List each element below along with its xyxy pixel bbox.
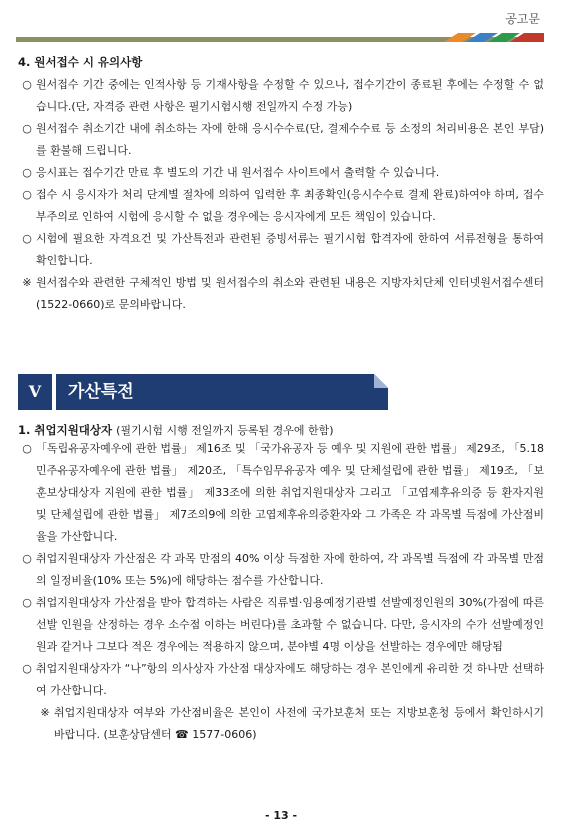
subsection-1-item-text: 취업지원대상자가 “나”항의 의사상자 가산점 대상자에도 해당하는 경우 본인에게 유리한 것 하나만 선택하여 가산합니다. <box>36 662 544 697</box>
section-4-item-text: 접수 시 응시자가 처리 단계별 절차에 의하여 입력한 후 최종확인(응시수수료 결제 완료)하여야 하며, 접수 부주의로 인하여 시험에 응시할 수 없을 경우에는 응시자에게 모든 책임이 있습니다. <box>36 188 544 223</box>
subsection-1-item-text: 「독립유공자예우에 관한 법률」 제16조 및 「국가유공자 등 예우 및 지원에 관한 법률」 제29조, 「5.18민주유공자예우에 관한 법률」 제20조, 「특수임무유공자 예우 및 단체설립에 관한 법률」 제19조, 「보훈보상대상자 지원에 관한 법률」 제33조에 의한 취업지원대상자 그리고 「고엽제후유의증 등 환자지원 및 단체설립에 관한 법률」 제7조의9에 의한 고엽제후유의증환자와 그 가족은 각 과목별 득점에 가산점비율을 가산합니다. <box>36 442 544 543</box>
subsection-1-note-text: 취업지원대상자 여부와 가산점비율은 본인이 사전에 국가보훈처 또는 지방보훈청 등에서 확인하시기 바랍니다. (보훈상담센터 ☎ 1577-0606) <box>54 706 544 741</box>
folded-corner-icon <box>366 374 388 410</box>
section-4-note <box>18 272 544 316</box>
circle-bullet-icon: ○ <box>22 662 32 675</box>
subsection-1-note <box>36 702 544 746</box>
note-mark-icon: ※ <box>40 706 50 719</box>
circle-bullet-icon: ○ <box>22 122 32 135</box>
subsection-1-item <box>18 658 544 702</box>
page-number: - 13 - <box>264 809 298 822</box>
chapter-heading <box>18 374 388 410</box>
subsection-1-item-text: 취업지원대상자 가산점은 각 과목 만점의 40% 이상 득점한 자에 한하여, 각 과목별 득점에 각 과목별 만점의 일정비율(10% 또는 5%)에 해당하는 점수를 가산합니다. <box>36 552 544 587</box>
circle-bullet-icon: ○ <box>22 78 32 91</box>
circle-bullet-icon: ○ <box>22 166 32 179</box>
circle-bullet-icon: ○ <box>22 442 32 455</box>
section-4-title: 4. 원서접수 시 유의사항 <box>18 55 143 69</box>
circle-bullet-icon: ○ <box>22 596 32 609</box>
subsection-1-item <box>18 592 544 658</box>
section-4-item <box>18 74 544 118</box>
subsection-1-title: 1. 취업지원대상자 <box>18 423 113 437</box>
chapter-title: 가산특전 <box>56 374 366 410</box>
circle-bullet-icon: ○ <box>22 232 32 245</box>
subsection-1 <box>18 422 544 746</box>
subsection-1-title-note: (필기시험 시행 전일까지 등록된 경우에 한함) <box>116 424 334 437</box>
subsection-1-item-text: 취업지원대상자 가산점을 받아 합격하는 사람은 직류별·임용예정기관별 선발예정인원의 30%(가점에 따른 선발 인원을 산정하는 경우 소수점 이하는 버린다)를 초과할 수 없습니다. 다만, 응시자의 수가 선발예정인원과 같거나 그보다 적은 경우에는 적용하지 않으며, 분야별 4명 이상을 선발하는 경우에만 해당됨 <box>36 596 544 653</box>
section-4-item <box>18 118 544 162</box>
circle-bullet-icon: ○ <box>22 188 32 201</box>
subsection-1-item <box>18 438 544 548</box>
header-label: 공고문 <box>505 12 540 26</box>
section-4-item-text: 시험에 필요한 자격요건 및 가산특전과 관련된 증빙서류는 필기시험 합격자에 한하여 서류전형을 통하여 확인합니다. <box>36 232 544 267</box>
subsection-1-heading <box>18 422 544 438</box>
section-4-note-text: 원서접수와 관련한 구체적인 방법 및 원서접수의 취소와 관련된 내용은 지방자치단체 인터넷원서접수센터(1522-0660)로 문의바랍니다. <box>36 276 544 311</box>
chapter-number: Ⅴ <box>18 374 52 410</box>
circle-bullet-icon: ○ <box>22 552 32 565</box>
note-mark-icon: ※ <box>22 276 32 289</box>
section-4-item <box>18 162 544 184</box>
header-accent-stripes <box>436 33 544 42</box>
section-4-item-text: 원서접수 기간 중에는 인적사항 등 기재사항을 수정할 수 있으나, 접수기간이 종료된 후에는 수정할 수 없습니다.(단, 자격증 관련 사항은 필기시험시행 전일까지 수정 가능) <box>36 78 544 113</box>
section-4-item <box>18 184 544 228</box>
section-4-item-text: 원서접수 취소기간 내에 취소하는 자에 한해 응시수수료(단, 결제수수료 등 소정의 처리비용은 본인 부담)를 환불해 드립니다. <box>36 122 544 157</box>
section-4-item <box>18 228 544 272</box>
section-4 <box>18 50 544 316</box>
subsection-1-item <box>18 548 544 592</box>
section-4-item-text: 응시표는 접수기간 만료 후 별도의 기간 내 원서접수 사이트에서 출력할 수 있습니다. <box>36 166 440 179</box>
